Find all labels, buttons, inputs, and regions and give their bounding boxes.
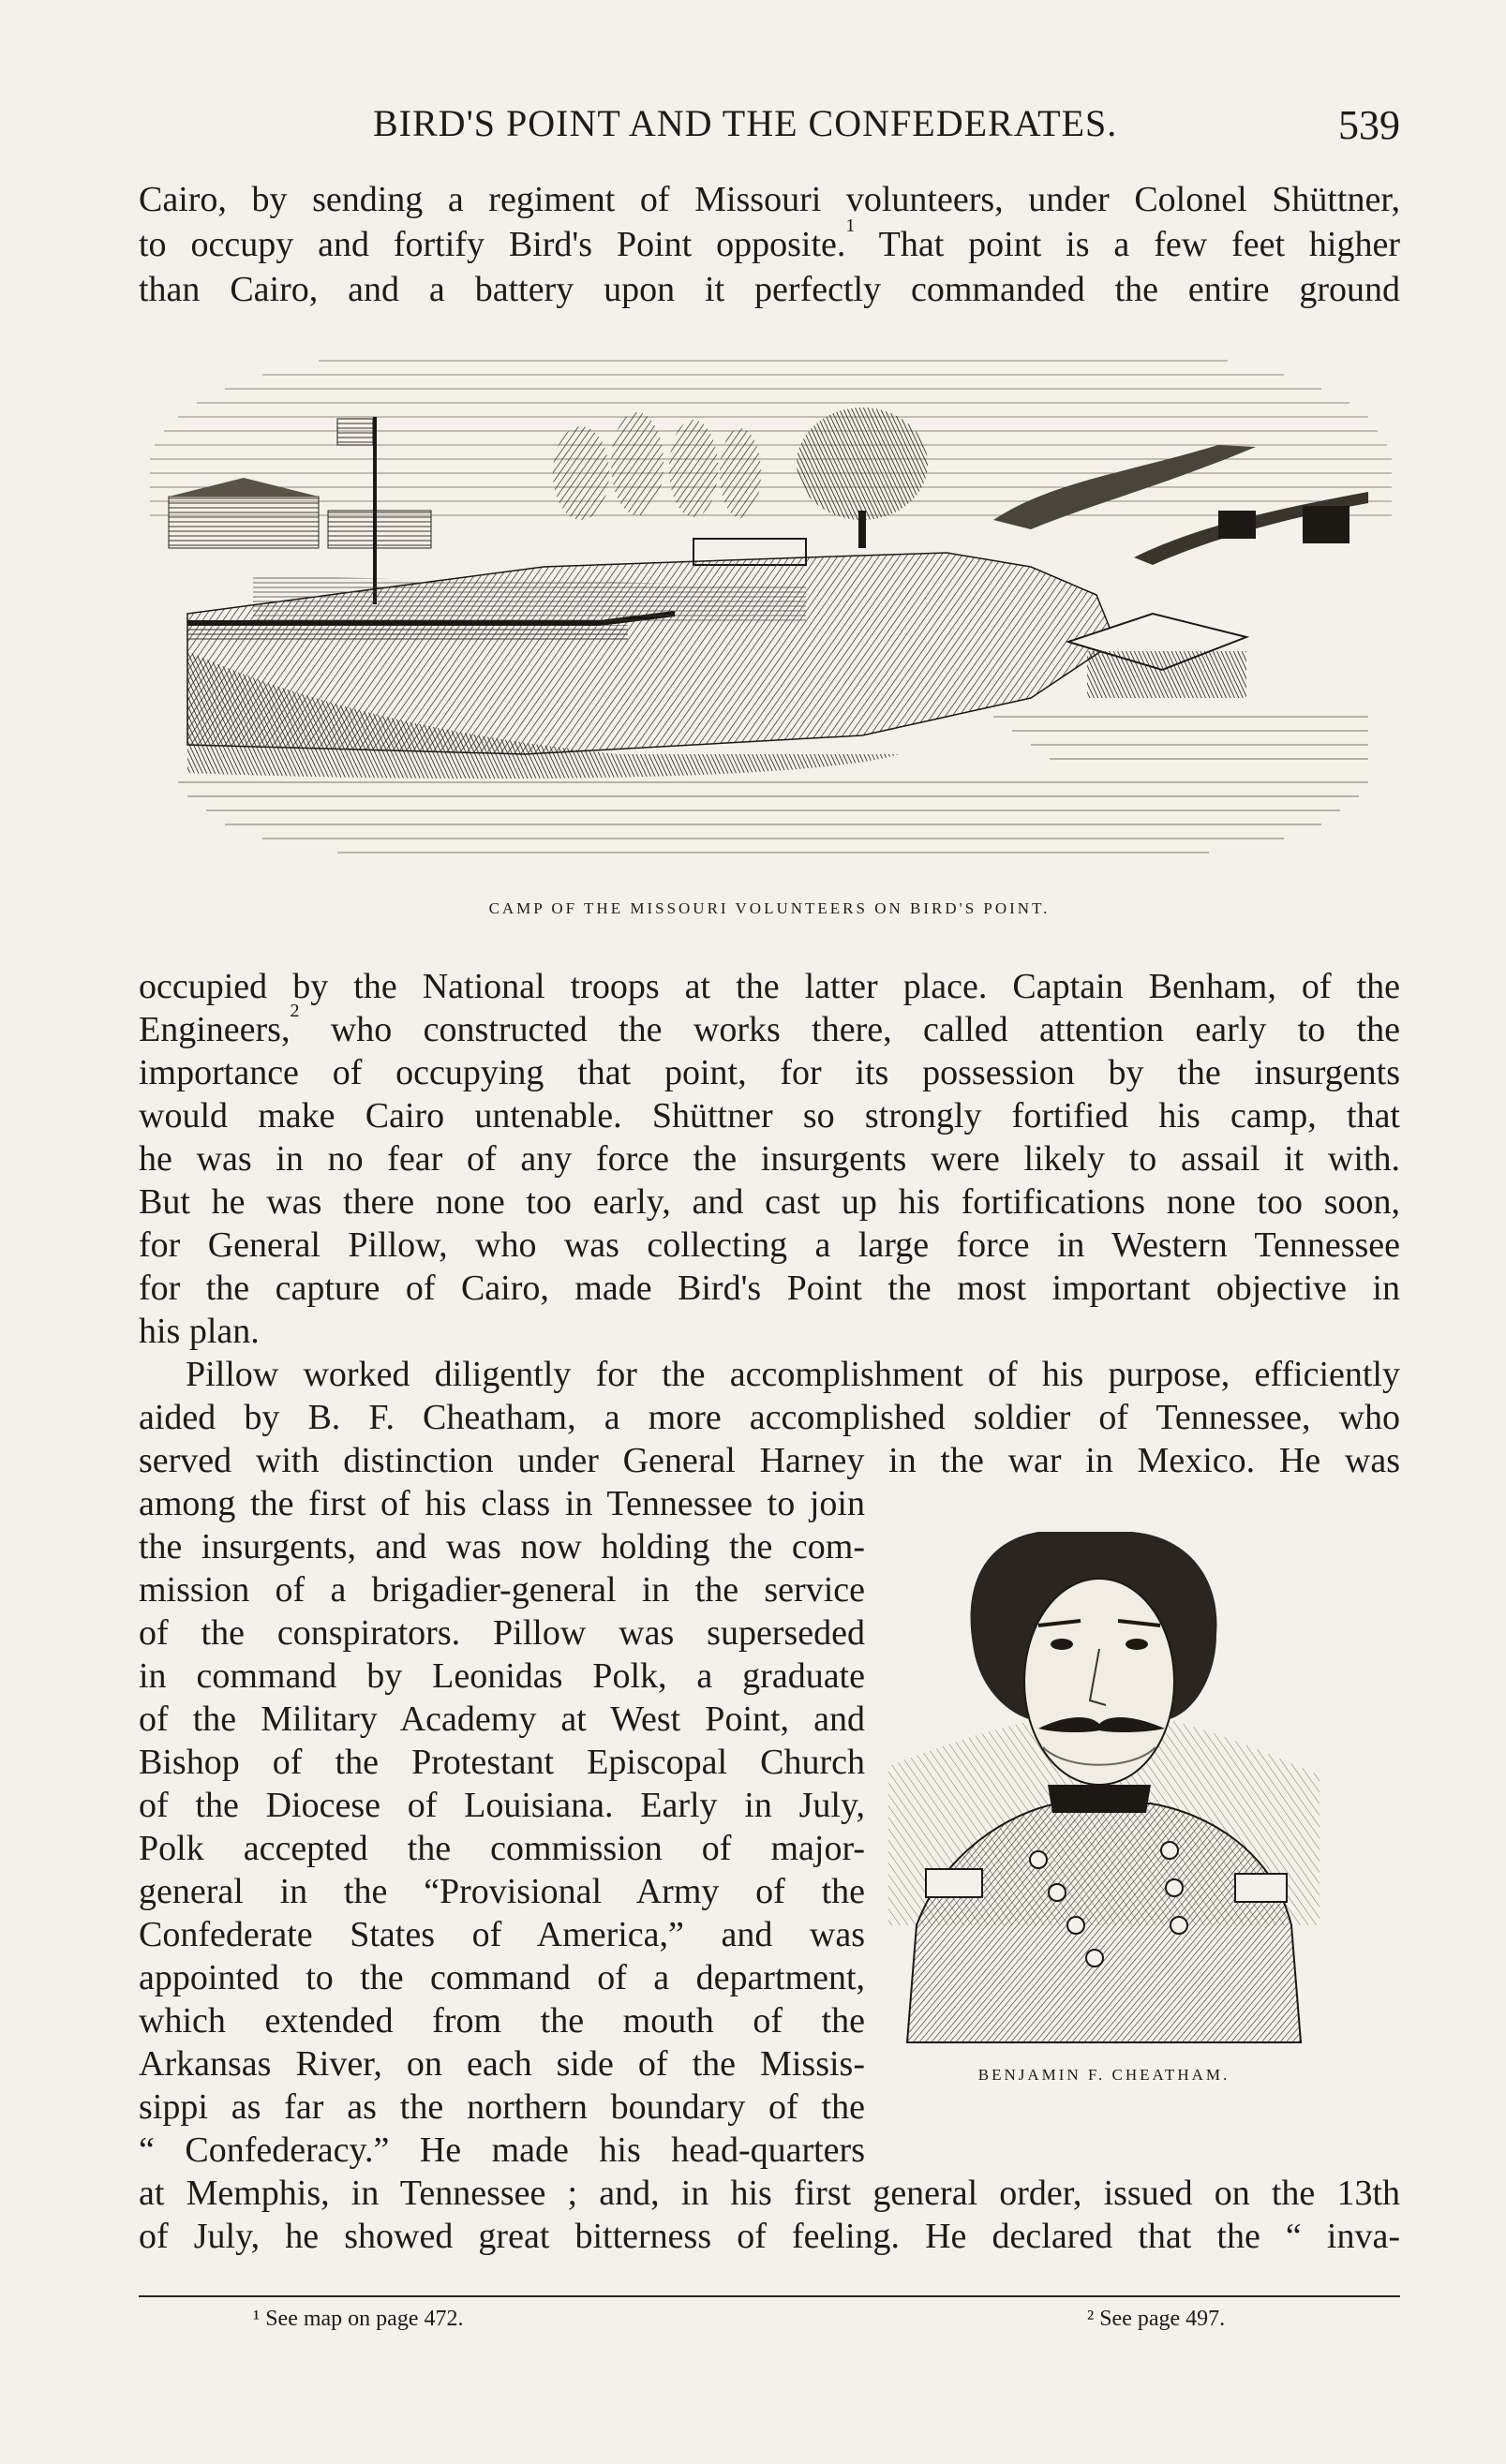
body-line: Engineers,$^2$ who constructed the works there, called attention early to the [139, 1001, 1400, 1049]
camp-engraving [150, 342, 1396, 876]
body-line: for the capture of Cairo, made Bird's Point the most important objective in [139, 1269, 1400, 1308]
footnote-ref: 2 [290, 1001, 300, 1022]
body-line: Bishop of the Protestant Episcopal Church [139, 1743, 865, 1782]
footnote: ² See page 497. [1087, 2307, 1226, 2331]
body-line: Cairo, by sending a regiment of Missouri volunteers, under Colonel Shüttner, [139, 180, 1400, 219]
page-header [139, 101, 1400, 148]
body-line: appointed to the command of a department, [139, 1958, 865, 1997]
body-line: aided by B. F. Cheatham, a more accomplished soldier of Tennessee, who [139, 1398, 1400, 1437]
body-line: general in the “Provisional Army of the [139, 1872, 865, 1911]
body-line: “ Confederacy.” He made his head-quarters [139, 2130, 865, 2170]
portrait-caption: BENJAMIN F. CHEATHAM. [977, 2066, 1230, 2084]
body-line: of the Military Academy at West Point, and [139, 1700, 865, 1739]
body-line: in command by Leonidas Polk, a graduate [139, 1656, 865, 1696]
body-line: his plan. [139, 1312, 260, 1351]
body-line: But he was there none too early, and cast up his fortifications none too soon, [139, 1182, 1400, 1222]
body-line: of the conspirators. Pillow was superseded [139, 1613, 865, 1653]
body-line: Arkansas River, on each side of the Missis- [139, 2044, 865, 2084]
body-line: than Cairo, and a battery upon it perfectly commanded the entire ground [139, 270, 1400, 309]
body-line: for General Pillow, who was collecting a large force in Western Tennessee [139, 1225, 1400, 1265]
body-line: at Memphis, in Tennessee ; and, in his first general order, issued on the 13th [139, 2174, 1400, 2213]
page-number: 539 [1338, 102, 1400, 148]
body-line: of July, he showed great bitterness of feeling. He declared that the “ inva- [139, 2217, 1400, 2256]
body-line: served with distinction under General Harney in the war in Mexico. He was [139, 1441, 1400, 1480]
body-line: sippi as far as the northern boundary of the [139, 2087, 865, 2127]
running-title: BIRD'S POINT AND THE CONFEDERATES. [373, 102, 1118, 144]
body-line: to occupy and fortify Bird's Point opposite.$^1$ That point is a few feet higher [139, 215, 1400, 264]
body-line: he was in no fear of any force the insurgents were likely to assail it with. [139, 1139, 1400, 1179]
footnote-divider [139, 2295, 1400, 2297]
body-line: which extended from the mouth of the [139, 2001, 865, 2041]
body-line: occupied by the National troops at the latter place. Captain Benham, of the [139, 967, 1400, 1006]
body-line: Polk accepted the commission of major- [139, 1829, 865, 1868]
body-line: among the first of his class in Tennessee to join [139, 1484, 865, 1523]
body-line: the insurgents, and was now holding the com- [139, 1527, 865, 1566]
body-line: importance of occupying that point, for its possession by the insurgents [139, 1053, 1400, 1092]
body-line: of the Diocese of Louisiana. Early in July, [139, 1786, 865, 1825]
body-line: would make Cairo untenable. Shüttner so strongly fortified his camp, that [139, 1096, 1400, 1136]
body-line: Confederate States of America,” and was [139, 1915, 865, 1954]
figure-caption: CAMP OF THE MISSOURI VOLUNTEERS ON BIRD'S POINT. [488, 899, 1051, 917]
body-line: mission of a brigadier-general in the service [139, 1570, 865, 1610]
cheatham-portrait [888, 1532, 1320, 2056]
footnote-ref: 1 [845, 215, 856, 237]
body-line: Pillow worked diligently for the accomplishment of his purpose, efficiently [186, 1355, 1400, 1394]
footnote: ¹ See map on page 472. [253, 2307, 464, 2331]
